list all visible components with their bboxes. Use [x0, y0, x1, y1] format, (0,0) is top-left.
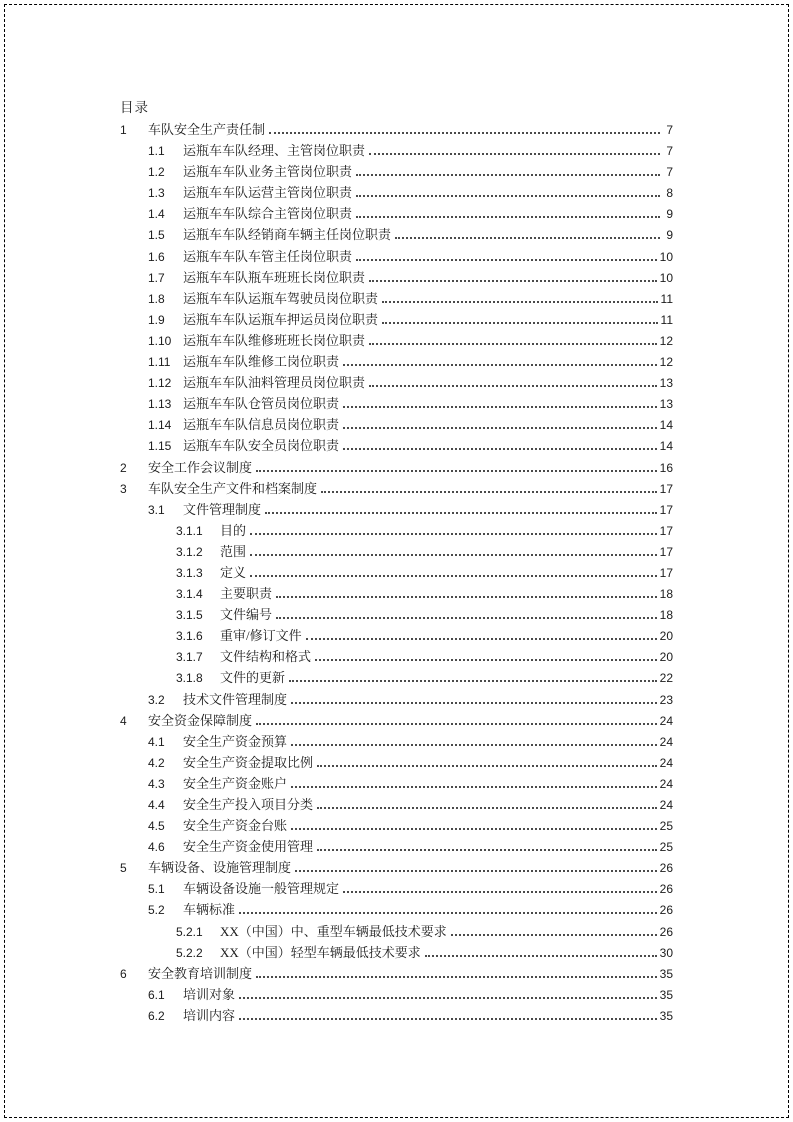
entry-number: 1.11 [148, 355, 171, 370]
toc-entry[interactable] [120, 203, 673, 224]
entry-page-number: 12 [659, 355, 673, 370]
toc-entry[interactable] [120, 393, 673, 414]
entry-number: 3.1.2 [176, 544, 203, 559]
entry-page-number: 25 [659, 819, 673, 834]
entry-page-number: 17 [659, 481, 673, 496]
entry-title: 安全工作会议制度 [148, 459, 253, 475]
toc-entry[interactable] [120, 267, 673, 288]
entry-page-number: 25 [659, 840, 673, 855]
entry-number: 1.1 [148, 144, 165, 159]
entry-page-number: 24 [659, 734, 673, 749]
entry-page-number: 35 [659, 987, 673, 1002]
dot-leader [317, 765, 657, 767]
entry-page-number: 35 [659, 1008, 673, 1023]
entry-page-number: 9 [666, 228, 673, 243]
dot-leader [239, 1018, 657, 1020]
entry-number: 4.1 [148, 734, 165, 749]
entry-title: 安全生产资金使用管理 [183, 839, 314, 855]
dot-leader [276, 617, 657, 619]
toc-entry[interactable] [120, 161, 673, 182]
entry-number: 5.2 [148, 903, 165, 918]
entry-title: 文件编号 [220, 607, 273, 623]
entry-page-number: 24 [659, 755, 673, 770]
toc-entry[interactable] [120, 246, 673, 267]
entry-page-number: 16 [659, 460, 673, 475]
entry-number: 6 [120, 966, 127, 981]
entry-title: 培训对象 [183, 986, 236, 1002]
toc-entry[interactable] [120, 372, 673, 393]
dot-leader [256, 976, 657, 978]
toc-entry[interactable] [120, 921, 673, 942]
entry-title: 安全生产资金台账 [183, 818, 288, 834]
toc-entry[interactable] [120, 984, 673, 1005]
dot-leader [306, 638, 657, 640]
entry-title: 运瓶车车队维修工岗位职责 [183, 354, 340, 370]
entry-title: 运瓶车车队仓管员岗位职责 [183, 396, 340, 412]
entry-page-number: 18 [659, 587, 673, 602]
entry-title: 安全生产资金账户 [183, 775, 288, 791]
entry-title: 重审/修订文件 [220, 628, 302, 644]
dot-leader [356, 195, 660, 197]
dot-leader [289, 680, 657, 682]
toc-entry[interactable] [120, 815, 673, 836]
toc-entry[interactable] [120, 646, 673, 667]
toc-entry[interactable] [120, 836, 673, 857]
toc-entry[interactable] [120, 942, 673, 963]
toc-entry[interactable] [120, 667, 673, 688]
entry-title: 运瓶车车队维修班班长岗位职责 [183, 332, 366, 348]
entry-number: 6.1 [148, 987, 165, 1002]
dot-leader [343, 891, 657, 893]
entry-title: 目的 [220, 522, 247, 538]
entry-number: 1.9 [148, 312, 165, 327]
entry-page-number: 20 [659, 650, 673, 665]
entry-title: 文件的更新 [220, 670, 286, 686]
entry-page-number: 13 [659, 397, 673, 412]
entry-title: 车辆标准 [183, 902, 236, 918]
entry-number: 2 [120, 460, 127, 475]
table-of-contents [120, 96, 673, 1026]
entry-page-number: 26 [659, 924, 673, 939]
toc-entry[interactable] [120, 689, 673, 710]
dot-leader [369, 280, 657, 282]
toc-title: 目录 [120, 100, 149, 115]
entry-page-number: 24 [659, 776, 673, 791]
entry-number: 1.13 [148, 397, 172, 412]
entry-title: 车辆设备设施一般管理规定 [183, 881, 340, 897]
toc-entry[interactable] [120, 604, 673, 625]
toc-entry[interactable] [120, 878, 673, 899]
dot-leader [256, 470, 657, 472]
dot-leader [250, 575, 657, 577]
entry-title: 运瓶车车队油料管理员岗位职责 [183, 375, 366, 391]
entry-page-number: 26 [659, 882, 673, 897]
entry-title: 车辆设备、设施管理制度 [148, 860, 292, 876]
dot-leader [425, 955, 657, 957]
entry-page-number: 18 [659, 608, 673, 623]
entry-title: 培训内容 [183, 1007, 236, 1023]
entry-number: 5 [120, 861, 127, 876]
toc-entry[interactable] [120, 478, 673, 499]
dot-leader [451, 934, 657, 936]
entry-number: 3 [120, 481, 127, 496]
entry-number: 1.15 [148, 439, 172, 454]
entry-title: 运瓶车车队经销商车辆主任岗位职责 [183, 227, 392, 243]
dot-leader [343, 364, 657, 366]
dot-leader [295, 870, 657, 872]
toc-entry[interactable] [120, 562, 673, 583]
entry-number: 5.2.2 [176, 945, 203, 960]
toc-entry[interactable] [120, 457, 673, 478]
entry-number: 3.1.8 [176, 671, 203, 686]
entry-title: 运瓶车车队运营主管岗位职责 [183, 185, 353, 201]
entry-title: XX（中国）中、重型车辆最低技术要求 [220, 923, 447, 939]
entry-title: 车队安全生产文件和档案制度 [148, 480, 318, 496]
entry-title: 运瓶车车队综合主管岗位职责 [183, 206, 353, 222]
entry-page-number: 14 [659, 439, 673, 454]
entry-number: 4.4 [148, 798, 165, 812]
toc-entry[interactable] [120, 794, 673, 815]
dot-leader [343, 406, 657, 408]
entry-title: 运瓶车车队安全员岗位职责 [183, 438, 340, 454]
entry-title: 安全生产资金提取比例 [183, 754, 314, 770]
dot-leader [369, 385, 657, 387]
entry-number: 1 [120, 123, 127, 137]
toc-entry[interactable] [120, 541, 673, 562]
dot-leader [395, 237, 660, 239]
dot-leader [382, 322, 658, 324]
entry-page-number: 10 [659, 249, 673, 264]
toc-list [120, 119, 673, 1026]
entry-page-number: 10 [659, 270, 673, 285]
entry-number: 1.2 [148, 165, 165, 180]
entry-number: 3.1 [148, 502, 165, 517]
entry-page-number: 11 [660, 291, 673, 306]
entry-page-number: 17 [659, 523, 673, 538]
dot-leader [291, 744, 657, 746]
toc-entry[interactable] [120, 288, 673, 309]
toc-entry[interactable] [120, 351, 673, 372]
entry-title: 安全资金保障制度 [148, 712, 253, 728]
entry-number: 4.3 [148, 776, 165, 791]
entry-title: 文件结构和格式 [220, 649, 312, 665]
entry-title: 车队安全生产责任制 [148, 122, 266, 137]
entry-page-number: 17 [659, 502, 673, 517]
entry-page-number: 8 [666, 186, 673, 201]
toc-entry[interactable] [120, 435, 673, 456]
entry-number: 1.3 [148, 186, 165, 201]
entry-number: 3.2 [148, 692, 165, 707]
entry-number: 1.12 [148, 376, 172, 391]
dot-leader [315, 659, 657, 661]
entry-number: 1.5 [148, 228, 165, 243]
entry-number: 3.1.6 [176, 629, 203, 644]
dot-leader [239, 997, 657, 999]
entry-number: 1.8 [148, 291, 165, 306]
entry-number: 1.10 [148, 333, 172, 348]
dot-leader [291, 702, 657, 704]
entry-page-number: 12 [659, 333, 673, 348]
toc-entry[interactable] [120, 773, 673, 794]
entry-title: 运瓶车车队瓶车班班长岗位职责 [183, 269, 366, 285]
dot-leader [356, 259, 657, 261]
entry-title: 运瓶车车队运瓶车押运员岗位职责 [183, 311, 379, 327]
toc-entry[interactable] [120, 625, 673, 646]
toc-entry[interactable] [120, 224, 673, 245]
entry-title: 运瓶车车队运瓶车驾驶员岗位职责 [183, 290, 379, 306]
entry-page-number: 30 [659, 945, 673, 960]
entry-number: 1.14 [148, 418, 172, 433]
toc-entry[interactable] [120, 583, 673, 604]
dot-leader [317, 849, 657, 851]
entry-title: 安全教育培训制度 [148, 965, 253, 981]
toc-entry[interactable] [120, 330, 673, 351]
entry-page-number: 14 [659, 418, 673, 433]
entry-page-number: 7 [666, 165, 673, 180]
dot-leader [343, 427, 657, 429]
dot-leader [291, 786, 657, 788]
entry-number: 3.1.7 [176, 650, 203, 665]
entry-title: 定义 [220, 564, 247, 580]
entry-page-number: 11 [660, 312, 673, 327]
entry-title: 安全生产资金预算 [183, 733, 288, 749]
entry-page-number: 7 [666, 123, 673, 137]
entry-number: 3.1.5 [176, 608, 203, 623]
toc-entry[interactable] [120, 119, 673, 140]
entry-title: 范围 [220, 543, 247, 559]
toc-entry[interactable] [120, 857, 673, 878]
dot-leader [356, 216, 660, 218]
entry-title: 主要职责 [220, 586, 273, 602]
entry-number: 1.4 [148, 207, 165, 222]
entry-number: 4.6 [148, 840, 165, 855]
dot-leader [250, 554, 657, 556]
toc-entry[interactable] [120, 182, 673, 203]
entry-page-number: 17 [659, 544, 673, 559]
toc-entry[interactable] [120, 731, 673, 752]
entry-title: 文件管理制度 [183, 501, 262, 517]
dot-leader [239, 912, 657, 914]
toc-entry[interactable] [120, 520, 673, 541]
entry-number: 5.1 [148, 882, 165, 897]
toc-entry[interactable] [120, 710, 673, 731]
toc-entry[interactable] [120, 140, 673, 161]
dot-leader [250, 533, 657, 535]
dot-leader [369, 343, 657, 345]
entry-page-number: 26 [659, 861, 673, 876]
toc-entry[interactable] [120, 414, 673, 435]
entry-page-number: 23 [659, 692, 673, 707]
entry-number: 1.7 [148, 270, 165, 285]
entry-page-number: 7 [666, 144, 673, 159]
dot-leader [382, 301, 658, 303]
entry-title: 安全生产投入项目分类 [183, 797, 314, 812]
dot-leader [265, 512, 657, 514]
dot-leader [356, 174, 660, 176]
dot-leader [276, 596, 657, 598]
toc-entry[interactable] [120, 1005, 673, 1026]
entry-page-number: 20 [659, 629, 673, 644]
entry-title: XX（中国）轻型车辆最低技术要求 [220, 944, 421, 960]
entry-number: 6.2 [148, 1008, 165, 1023]
dot-leader [343, 448, 657, 450]
toc-entry[interactable] [120, 499, 673, 520]
entry-title: 运瓶车车队经理、主管岗位职责 [183, 143, 366, 159]
entry-page-number: 9 [666, 207, 673, 222]
toc-entry[interactable] [120, 899, 673, 920]
toc-entry[interactable] [120, 752, 673, 773]
entry-number: 4 [120, 713, 127, 728]
entry-page-number: 13 [659, 376, 673, 391]
entry-title: 运瓶车车队业务主管岗位职责 [183, 164, 353, 180]
entry-page-number: 26 [659, 903, 673, 918]
entry-number: 3.1.3 [176, 565, 203, 580]
entry-title: 运瓶车车队信息员岗位职责 [183, 417, 340, 433]
dot-leader [269, 132, 660, 134]
entry-title: 技术文件管理制度 [183, 691, 288, 707]
entry-page-number: 22 [659, 671, 673, 686]
entry-number: 4.2 [148, 755, 165, 770]
dot-leader [291, 828, 657, 830]
dot-leader [321, 491, 657, 493]
toc-entry[interactable] [120, 963, 673, 984]
entry-number: 3.1.4 [176, 587, 203, 602]
dot-leader [317, 807, 657, 809]
toc-entry[interactable] [120, 309, 673, 330]
entry-page-number: 35 [659, 966, 673, 981]
entry-number: 5.2.1 [176, 924, 203, 939]
entry-number: 4.5 [148, 819, 165, 834]
dot-leader [369, 153, 660, 155]
entry-number: 3.1.1 [176, 523, 203, 538]
dot-leader [256, 723, 657, 725]
entry-page-number: 24 [659, 798, 673, 812]
entry-number: 1.6 [148, 249, 165, 264]
entry-title: 运瓶车车队车管主任岗位职责 [183, 248, 353, 264]
entry-page-number: 17 [659, 565, 673, 580]
entry-page-number: 24 [659, 713, 673, 728]
